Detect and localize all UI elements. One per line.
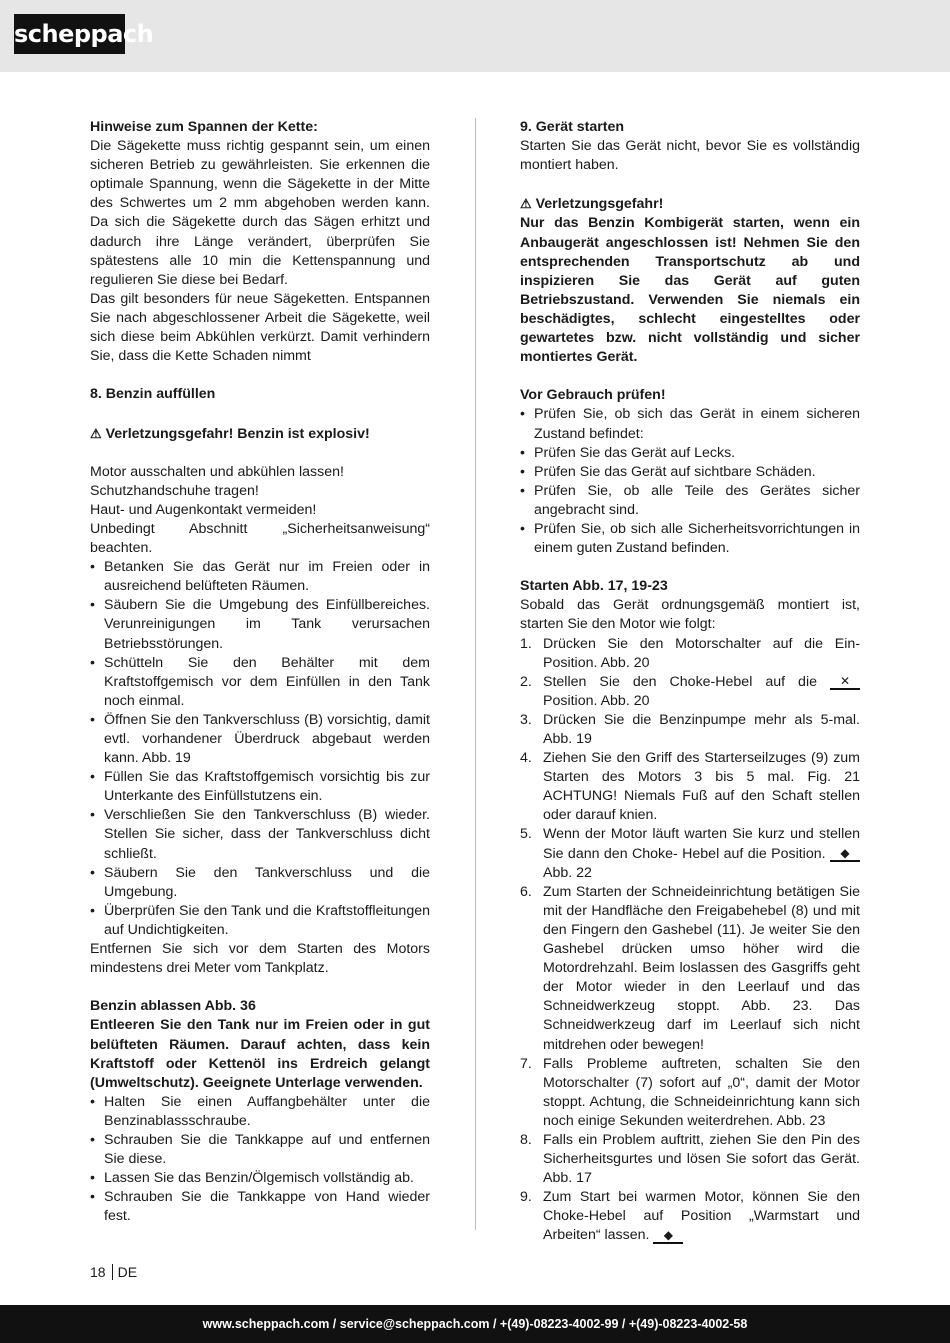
list-item: • Öffnen Sie den Tankverschluss (B) vorsichtig, damit evtl. vorhandener Überdruck abgebaut werden kann. Abb. 19 xyxy=(90,711,430,768)
list-item: • Schütteln Sie den Behälter mit dem Kraftstoffgemisch vor dem Einfüllen in den Tank noch einmal. xyxy=(90,654,430,711)
fuel-line: Haut- und Augenkontakt vermeiden! xyxy=(90,501,317,518)
start-heading: 9. Gerät starten xyxy=(520,119,625,135)
numbered-step: 4. Ziehen Sie den Griff des Starterseilzuges (9) zum Starten des Motors 3 bis 5 mal. Fig. 21 ACHTUNG! Niemals Fuß auf den Schaft stellen oder darauf knien. xyxy=(520,750,860,824)
header-bar xyxy=(0,0,950,72)
start-warning-text: Nur das Benzin Kombigerät starten, wenn ein Anbaugerät angeschlossen ist! Nehmen Sie den entsprechenden Transportschutz ab und inspizieren Sie das Gerät auf guten Betriebszustand. Verwenden Sie niemals ein beschädigtes, schlecht eingestelltes oder gewartetes bzw. nicht vollständig und sicher montiertes Gerät. xyxy=(520,215,860,366)
numbered-step: 3. Drücken Sie die Benzinpumpe mehr als 5-mal. Abb. 19 xyxy=(520,711,860,747)
list-item: • Verschließen Sie den Tankverschluss (B) wieder. Stellen Sie sicher, dass der Tankverschluss dicht schließt. xyxy=(90,806,430,863)
drain-heading: Benzin ablassen Abb. 36 xyxy=(90,998,256,1015)
list-item: • Schrauben Sie die Tankkappe von Hand wieder fest. xyxy=(90,1188,430,1226)
start-warning: ⚠ Verletzungsgefahr! xyxy=(520,196,664,213)
numbered-step: 7. Falls Probleme auftreten, schalten Sie den Motorschalter (7) sofort auf „0“, damit der Motor stoppt. Achtung, die Schneideinrichtung kann sich noch einige Sekunden weiterdrehen. Abb. 23 xyxy=(520,1055,860,1129)
chain-heading: Hinweise zum Spannen der Kette: xyxy=(90,119,318,135)
fuel-line: Schutzhandschuhe tragen! xyxy=(90,482,259,499)
chain-text-1: Die Sägekette muss richtig gespannt sein, um einen sicheren Betrieb zu gewährleisten. Sie erkennen die optimale Spannung, wenn die Sägekette in der Mitte des Schwertes um 2 mm abgehoben werden kann. Da sich die Sägekette durch das Sägen erhitzt und dadurch ihre Länge verändert, überprüfen Sie spätestens alle 10 min die Kettenspannung und regulieren Sie diese bei Bedarf. xyxy=(90,138,430,288)
numbered-step: 8. Falls ein Problem auftritt, ziehen Sie den Pin des Sicherheitsgurtes und lösen Sie sofort das Gerät. Abb. 17 xyxy=(520,1131,860,1187)
choke-warm-icon: ◆ xyxy=(653,1228,683,1244)
numbered-step: 6. Zum Starten der Schneideinrichtung betätigen Sie mit der Handfläche den Freigabehebel (8) und mit den Fingern den Gashebel (11). Je weiter Sie den Gashebel drücken umso höher wird die Motordrehzahl. Beim loslassen des Gasgriffs geht der Motor wieder in den Leerlauf und das Schneidwerkzeug stoppt. Abb. 23. Das Schneidwerkzeug darf im Leerlauf sich nicht mitdrehen oder bewegen! xyxy=(520,883,860,1053)
brand-logo: scheppach xyxy=(14,14,125,54)
right-column xyxy=(520,118,860,1246)
starting-heading: Starten Abb. 17, 19-23 xyxy=(520,578,668,595)
check-heading: Vor Gebrauch prüfen! xyxy=(520,387,666,404)
start-intro: Starten Sie das Gerät nicht, bevor Sie es vollständig montiert haben. xyxy=(520,138,860,174)
list-item: • Schrauben Sie die Tankkappe auf und entfernen Sie diese. xyxy=(90,1131,430,1169)
numbered-step: 9. Zum Start bei warmen Motor, können Sie den Choke-Hebel auf Position „Warmstart und Arbeiten“ lassen. ◆ xyxy=(520,1189,860,1244)
list-item: • Prüfen Sie das Gerät auf Lecks. xyxy=(520,444,860,463)
list-item: • Lassen Sie das Benzin/Ölgemisch vollständig ab. xyxy=(90,1169,430,1188)
contact-line: www.scheppach.com / service@scheppach.com / +(49)-08223-4002-99 / +(49)-08223-4002-58 xyxy=(202,1317,748,1331)
fuel-heading: 8. Benzin auffüllen xyxy=(90,386,216,403)
list-item: • Halten Sie einen Auffangbehälter unter die Benzinablassschraube. xyxy=(90,1093,430,1131)
list-item: • Säubern Sie den Tankverschluss und die Umgebung. xyxy=(90,864,430,902)
chain-text-2: Das gilt besonders für neue Sägeketten. Entspannen Sie nach abgeschlossener Arbeit die Sägekette, weil sich diese beim Abkühlen verkürzt. Damit verhindern Sie, dass die Kette Schaden nimmt xyxy=(90,290,430,365)
list-item: • Überprüfen Sie den Tank und die Kraftstoffleitungen auf Undichtigkeiten. xyxy=(90,902,430,940)
list-item: • Säubern Sie die Umgebung des Einfüllbereiches. Verunreinigungen im Tank verursachen Betriebsstörungen. xyxy=(90,596,430,653)
warning-icon: ⚠ xyxy=(520,196,532,212)
numbered-step: 1. Drücken Sie den Motorschalter auf die Ein-Position. Abb. 20 xyxy=(520,635,860,671)
fuel-after: Entfernen Sie sich vor dem Starten des Motors mindestens drei Meter vom Tankplatz. xyxy=(90,941,430,977)
list-item: • Prüfen Sie, ob sich alle Sicherheitsvorrichtungen in einem guten Zustand befinden. xyxy=(520,520,860,558)
list-item: • Füllen Sie das Kraftstoffgemisch vorsichtig bis zur Unterkante des Einfüllstutzens ein. xyxy=(90,768,430,806)
list-item: • Betanken Sie das Gerät nur im Freien oder in ausreichend belüfteten Räumen. xyxy=(90,558,430,596)
choke-closed-icon: ✕ xyxy=(830,674,860,690)
warning-icon: ⚠ xyxy=(90,425,102,441)
drain-warning-text: Entleeren Sie den Tank nur im Freien oder in gut belüfteten Räumen. Darauf achten, dass kein Kraftstoff oder Kettenöl ins Erdreich gelangt (Umweltschutz). Geeignete Unterlage verwenden. xyxy=(90,1017,430,1091)
page-number: 18 DE xyxy=(90,1264,138,1280)
numbered-step: 5. Wenn der Motor läuft warten Sie kurz und stellen Sie dann den Choke- Hebel auf die Position. ◆ Abb. 22 xyxy=(520,826,860,881)
footer-bar xyxy=(0,1305,950,1343)
fuel-warning: ⚠ Verletzungsgefahr! Benzin ist explosiv! xyxy=(90,425,370,442)
choke-open-icon: ◆ xyxy=(830,846,860,862)
column-divider xyxy=(475,118,476,1230)
numbered-step: 2. Stellen Sie den Choke-Hebel auf die ✕ Position. Abb. 20 xyxy=(520,673,860,711)
left-column xyxy=(90,118,430,1226)
list-item: • Prüfen Sie, ob sich das Gerät in einem sicheren Zustand befindet: xyxy=(520,405,860,443)
list-item: • Prüfen Sie, ob alle Teile des Gerätes sicher angebracht sind. xyxy=(520,482,860,520)
list-item: • Prüfen Sie das Gerät auf sichtbare Schäden. xyxy=(520,463,860,482)
fuel-line: Motor ausschalten und abkühlen lassen! xyxy=(90,463,344,480)
starting-intro: Sobald das Gerät ordnungsgemäß montiert ist, starten Sie den Motor wie folgt: xyxy=(520,597,860,633)
fuel-line: Unbedingt Abschnitt „Sicherheitsanweisung“ beachten. xyxy=(90,520,430,557)
